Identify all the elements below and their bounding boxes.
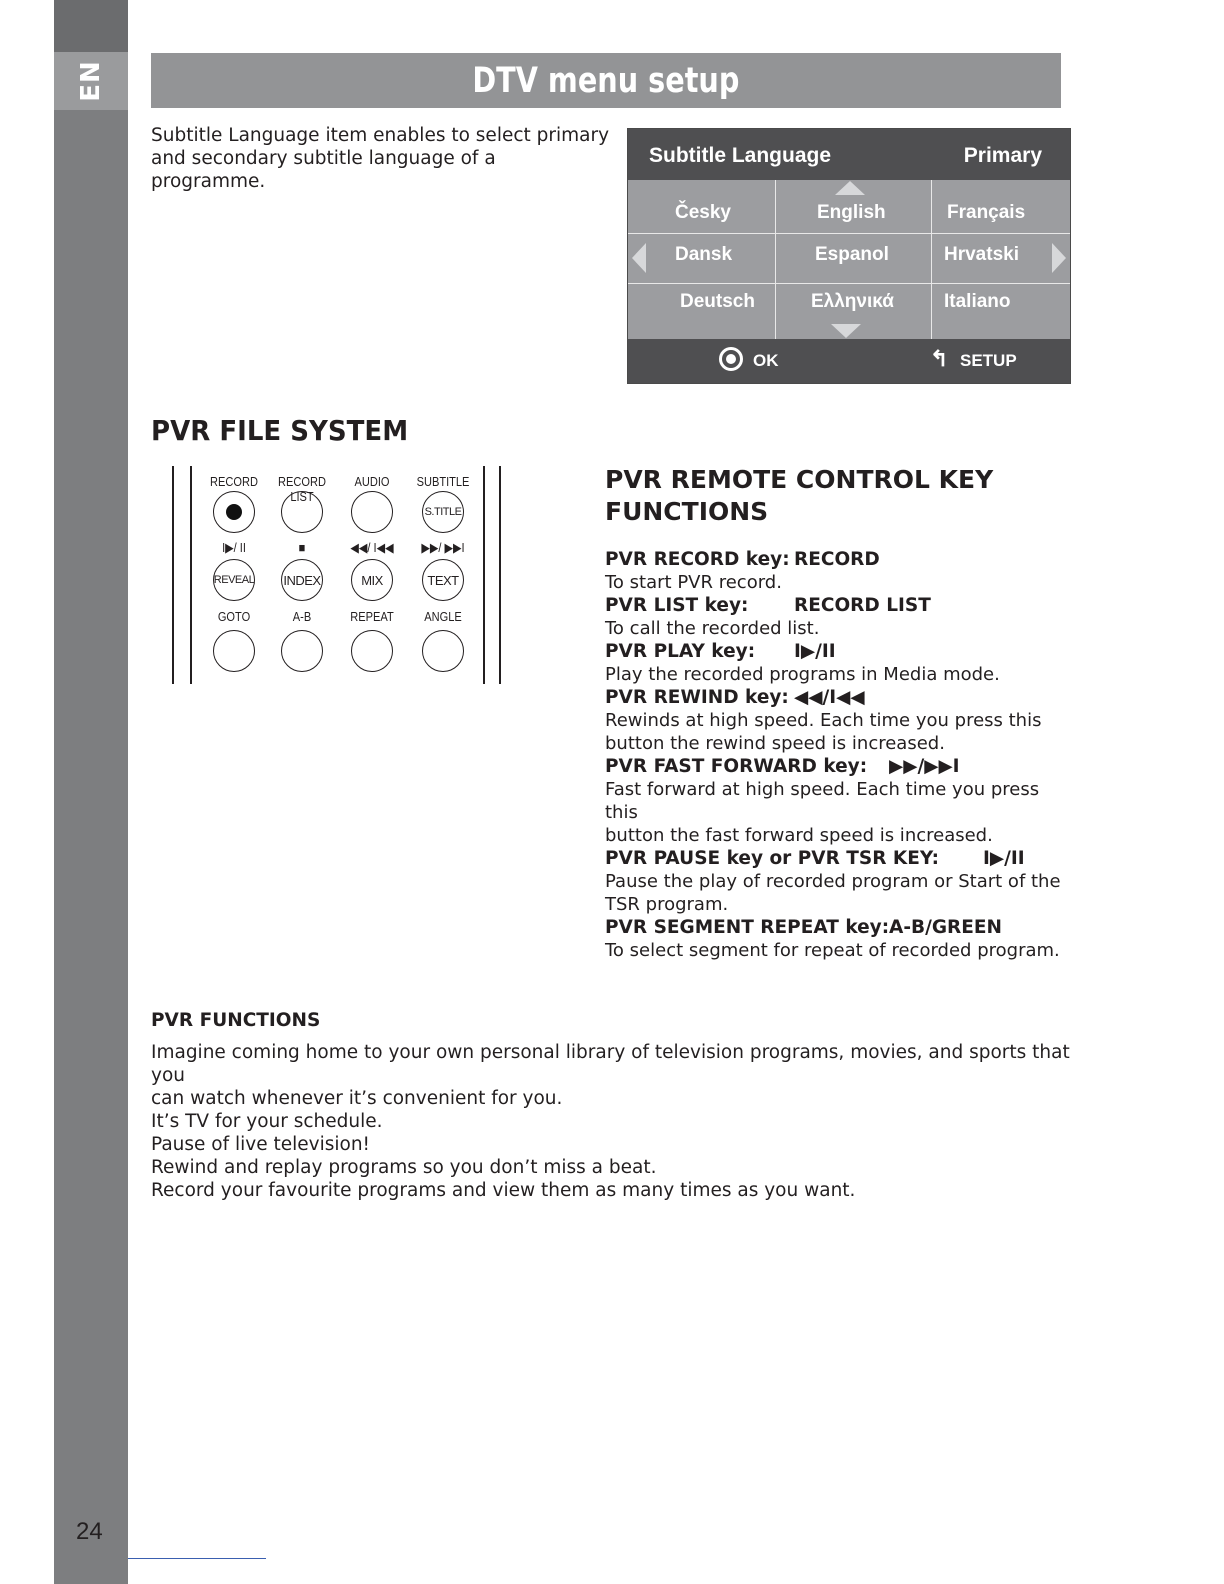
- a-b-button[interactable]: [281, 630, 323, 672]
- intro-text: [151, 124, 611, 193]
- language-option[interactable]: Česky: [675, 202, 731, 223]
- key-value: A-B/GREEN: [889, 917, 1003, 938]
- key-name: PVR PLAY key:: [605, 641, 756, 662]
- key-entry-record: [605, 548, 1075, 571]
- language-option[interactable]: Ελληνικά: [811, 291, 894, 312]
- language-option[interactable]: English: [817, 202, 886, 223]
- repeat-button[interactable]: [351, 630, 393, 672]
- play-pause-icon: I▶/II: [794, 641, 836, 662]
- pvr-functions-heading: PVR FUNCTIONS: [151, 1010, 321, 1031]
- side-strip-top: [54, 0, 128, 52]
- ok-label[interactable]: OK: [753, 351, 779, 370]
- pvr-file-system-heading: PVR FILE SYSTEM: [151, 414, 409, 447]
- reveal-button[interactable]: REVEAL: [213, 559, 255, 601]
- side-strip: [54, 0, 128, 1584]
- remote-key-functions-heading: [605, 464, 1065, 528]
- subtitle-language-menu: [627, 128, 1071, 384]
- language-option[interactable]: Espanol: [815, 244, 889, 265]
- key-description: Fast forward at high speed. Each time you press this: [605, 779, 1040, 823]
- title-banner: [151, 53, 1061, 108]
- remote-edge-line: [190, 466, 192, 684]
- key-description: To call the recorded list.: [605, 618, 820, 639]
- pvr-functions-text: [151, 1041, 1071, 1202]
- back-arrow-icon[interactable]: ↰: [930, 346, 949, 371]
- record-list-button[interactable]: [281, 491, 323, 533]
- remote-label-angle: ANGLE: [424, 609, 462, 624]
- paragraph-line: Imagine coming home to your own personal library of television programs, movies, and sports that you: [151, 1042, 1070, 1086]
- setup-label[interactable]: SETUP: [960, 351, 1017, 370]
- key-description: To start PVR record.: [605, 572, 782, 593]
- heading-line: FUNCTIONS: [605, 497, 769, 526]
- remote-label-goto: GOTO: [217, 609, 251, 624]
- key-name: PVR REWIND key:: [605, 687, 789, 708]
- remote-edge-line: [483, 466, 485, 684]
- menu-footer: [628, 339, 1070, 383]
- key-name: PVR LIST key:: [605, 595, 749, 616]
- page-title: DTV menu setup: [472, 60, 740, 101]
- arrow-up-icon[interactable]: [835, 181, 865, 195]
- language-tab: [54, 52, 128, 110]
- paragraph-line: Record your favourite programs and view them as many times as you want.: [151, 1180, 856, 1201]
- record-dot-icon: [226, 504, 242, 520]
- key-description: Play the recorded programs in Media mode.: [605, 664, 1000, 685]
- language-option[interactable]: Dansk: [675, 244, 733, 265]
- key-name: PVR SEGMENT REPEAT key:: [605, 917, 890, 938]
- key-name: PVR PAUSE key or PVR TSR KEY:: [605, 848, 940, 869]
- subtitle-button[interactable]: S.TITLE: [422, 491, 464, 533]
- key-name: PVR FAST FORWARD key:: [605, 756, 868, 777]
- key-description: button the rewind speed is increased.: [605, 733, 945, 754]
- language-option[interactable]: Italiano: [944, 291, 1011, 312]
- language-tab-label: EN: [76, 60, 106, 102]
- ok-icon[interactable]: [719, 347, 743, 371]
- language-option[interactable]: Hrvatski: [944, 244, 1019, 265]
- remote-control-diagram: [172, 466, 502, 684]
- key-entry-rewind: [605, 686, 1075, 709]
- fast-forward-icon: ▶▶/▶▶I: [889, 756, 960, 777]
- play-pause-icon: I▶/II: [983, 848, 1025, 869]
- paragraph-line: Pause of live television!: [151, 1134, 370, 1155]
- page-number: 24: [76, 1518, 103, 1545]
- paragraph-line: It’s TV for your schedule.: [151, 1111, 383, 1132]
- key-entry-play: [605, 640, 1075, 663]
- stop-icon: ■: [298, 540, 306, 555]
- goto-button[interactable]: [213, 630, 255, 672]
- key-description: TSR program.: [605, 894, 729, 915]
- arrow-down-icon[interactable]: [831, 324, 861, 338]
- key-entry-pause: [605, 847, 1075, 870]
- remote-label-record-list: RECORD LIST: [278, 474, 326, 504]
- intro-line: Subtitle Language item enables to select primary: [151, 125, 610, 146]
- key-entry-segment-repeat: [605, 916, 1075, 939]
- angle-button[interactable]: [422, 630, 464, 672]
- audio-button[interactable]: [351, 491, 393, 533]
- key-entry-list: [605, 594, 1075, 617]
- key-name: PVR RECORD key:: [605, 549, 790, 570]
- menu-header: [628, 129, 1070, 180]
- grid-divider: [628, 233, 1070, 234]
- key-description: Pause the play of recorded program or Start of the: [605, 871, 1061, 892]
- rewind-icon: ◀◀/ I◀◀: [350, 540, 394, 555]
- index-button[interactable]: INDEX: [281, 559, 323, 601]
- arrow-right-icon[interactable]: [1052, 243, 1066, 273]
- rewind-icon: ◀◀/I◀◀: [794, 687, 865, 708]
- fast-forward-icon: ▶▶/ ▶▶I: [421, 540, 465, 555]
- grid-divider: [628, 283, 1070, 284]
- remote-label-a-b: A-B: [292, 609, 312, 624]
- key-function-list: [605, 548, 1075, 962]
- footer-rule: [128, 1558, 266, 1559]
- text-button[interactable]: TEXT: [422, 559, 464, 601]
- remote-edge-line: [172, 466, 174, 684]
- remote-label-audio: AUDIO: [354, 474, 390, 489]
- grid-divider: [931, 180, 932, 339]
- arrow-left-icon[interactable]: [632, 243, 646, 273]
- menu-mode: Primary: [963, 144, 1042, 167]
- key-description: button the fast forward speed is increased.: [605, 825, 993, 846]
- remote-label-repeat: REPEAT: [350, 609, 394, 624]
- key-description: Rewinds at high speed. Each time you press this: [605, 710, 1042, 731]
- mix-button[interactable]: MIX: [351, 559, 393, 601]
- intro-line: and secondary subtitle language of a programme.: [151, 148, 496, 192]
- language-option[interactable]: Français: [947, 202, 1026, 223]
- key-entry-fast-forward: [605, 755, 1075, 778]
- key-value: RECORD LIST: [794, 595, 931, 616]
- remote-label-record: RECORD: [210, 474, 258, 489]
- heading-line: PVR REMOTE CONTROL KEY: [605, 465, 994, 494]
- play-pause-icon: I▶/ II: [222, 540, 246, 555]
- record-button[interactable]: [213, 491, 255, 533]
- grid-divider: [775, 180, 776, 339]
- paragraph-line: can watch whenever it’s convenient for you.: [151, 1088, 563, 1109]
- menu-title: Subtitle Language: [649, 144, 832, 167]
- key-value: RECORD: [794, 549, 880, 570]
- paragraph-line: Rewind and replay programs so you don’t miss a beat.: [151, 1157, 657, 1178]
- language-option[interactable]: Deutsch: [680, 291, 755, 312]
- remote-label-subtitle: SUBTITLE: [416, 474, 470, 489]
- remote-edge-line: [499, 466, 501, 684]
- key-description: To select segment for repeat of recorded program.: [605, 940, 1060, 961]
